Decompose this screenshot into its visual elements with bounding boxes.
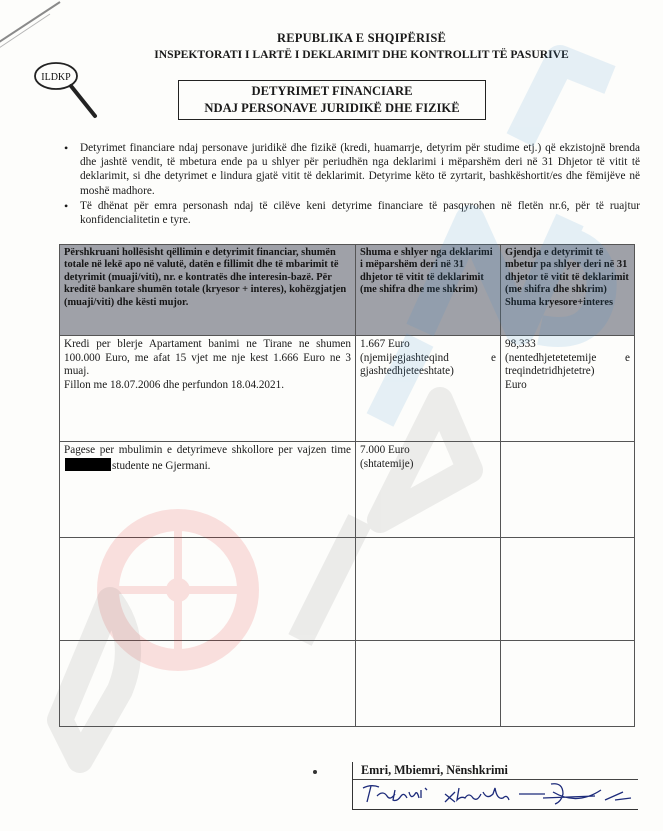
stray-dot bbox=[313, 770, 317, 774]
row-description bbox=[60, 442, 356, 538]
header-paid: Shuma e shlyer nga deklarimi i mëparshëm deri në 31 dhjetor të vitit të deklarimit (me shifra dhe me shkrim) bbox=[356, 245, 501, 336]
redaction-box bbox=[65, 458, 111, 471]
logo-text: ILDKP bbox=[41, 72, 71, 83]
remaining-words: (nentedhjetetetemije bbox=[505, 351, 597, 364]
loan-description: Kredi per blerje Apartament banimi ne Tirane ne shumen 100.000 Euro, me afat 15 vjet me nje kest 1.666 Euro ne 3 muaj. bbox=[64, 338, 351, 377]
loan-period: Fillon me 18.07.2006 dhe perfundon 18.04.2021. bbox=[64, 378, 285, 391]
paid-words-line bbox=[360, 352, 496, 366]
header-description: Përshkruani hollësisht qëllimin e detyrimit financiar, shumën totale në lekë apo në valutë, datën e fillimit dhe të mbarimit të detyrimit (muaji/viti), nr. e kontratës dhe interesin-bazë. Për kreditë bankare shumën totale (kryesor + interes), kohëzgjatjen (muaji/viti) dhe kësti mujor. bbox=[60, 245, 356, 336]
school-description bbox=[64, 444, 351, 473]
row-description bbox=[60, 336, 356, 442]
document-header bbox=[0, 31, 663, 61]
paid-amount: 7.000 Euro bbox=[360, 444, 410, 456]
table-row bbox=[60, 336, 635, 442]
row-remaining bbox=[501, 442, 635, 538]
row-description bbox=[60, 641, 356, 727]
row-remaining bbox=[501, 641, 635, 727]
table-row bbox=[60, 641, 635, 727]
remaining-unit: Euro bbox=[505, 378, 527, 391]
row-remaining bbox=[501, 538, 635, 641]
paid-words: (shtatemije) bbox=[360, 457, 414, 470]
paid-amount: 1.667 Euro bbox=[360, 338, 410, 350]
table-row bbox=[60, 442, 635, 538]
signature-label: Emri, Mbiemri, Nënshkrimi bbox=[361, 763, 508, 777]
school-text: Pagese per mbulimin e detyrimeve shkollore per vajzen time bbox=[64, 444, 351, 456]
remaining-words-conj: e bbox=[625, 351, 630, 364]
row-paid bbox=[356, 336, 501, 442]
instructions-list bbox=[62, 141, 640, 228]
remaining-words-cont: treqindetridhjetetre) bbox=[505, 365, 595, 377]
row-description bbox=[60, 538, 356, 641]
instruction-item: • Detyrimet financiare ndaj personave juridikë dhe fizikë (kredi, huamarrje, detyrim për studime etj.) që ekzistojnë brenda dhe jashtë vendit, të mbetura ende pa u shlyer për periudhën nga deklarimi i mëparshëm deri në 31 Dhjetor të vitit të deklarimit, si dhe detyrimet e lindura gjatë vitit të deklarimit. Detyrime këto të zyrtarit, bashkëshortit/es dhe fëmijëve në moshë madhore. bbox=[62, 141, 640, 198]
ildkp-logo bbox=[33, 60, 103, 124]
section-title bbox=[178, 80, 486, 120]
instruction-item: • Të dhënat për emra personash ndaj të cilëve keni detyrime financiare të pasqyrohen në fletën nr.6, për të ruajtur konfidencialitetin e tyre. bbox=[62, 199, 640, 227]
signature-box bbox=[352, 762, 638, 810]
header-remaining: Gjendja e detyrimit të mbetur pa shlyer deri në 31 dhjetor të vitit të deklarimit (me shifra dhe shkrim) Shuma kryesore+interes bbox=[501, 245, 635, 336]
table-row bbox=[60, 538, 635, 641]
row-paid bbox=[356, 442, 501, 538]
handwritten-signature bbox=[357, 780, 635, 808]
paid-words-cont: gjashtedhjeteeshtate) bbox=[360, 365, 454, 377]
remaining-words-line bbox=[505, 352, 630, 366]
header-republic: REPUBLIKA E SHQIPËRISË bbox=[276, 31, 447, 45]
paid-words: (njemijegjashteqind bbox=[360, 351, 449, 364]
row-remaining bbox=[501, 336, 635, 442]
title-line-1: DETYRIMET FINANCIARE bbox=[251, 84, 413, 98]
row-paid bbox=[356, 641, 501, 727]
header-inspectorate: INSPEKTORATI I LARTË I DEKLARIMIT DHE KONTROLLIT TË PASURIVE bbox=[154, 48, 569, 61]
row-paid bbox=[356, 538, 501, 641]
obligations-table bbox=[59, 244, 635, 727]
remaining-amount: 98,333 bbox=[505, 338, 536, 350]
table-header-row bbox=[60, 245, 635, 336]
title-line-2: NDAJ PERSONAVE JURIDIKË DHE FIZIKË bbox=[204, 101, 460, 115]
school-text-cont: studente ne Gjermani. bbox=[112, 459, 211, 472]
paid-words-conj: e bbox=[491, 351, 496, 364]
